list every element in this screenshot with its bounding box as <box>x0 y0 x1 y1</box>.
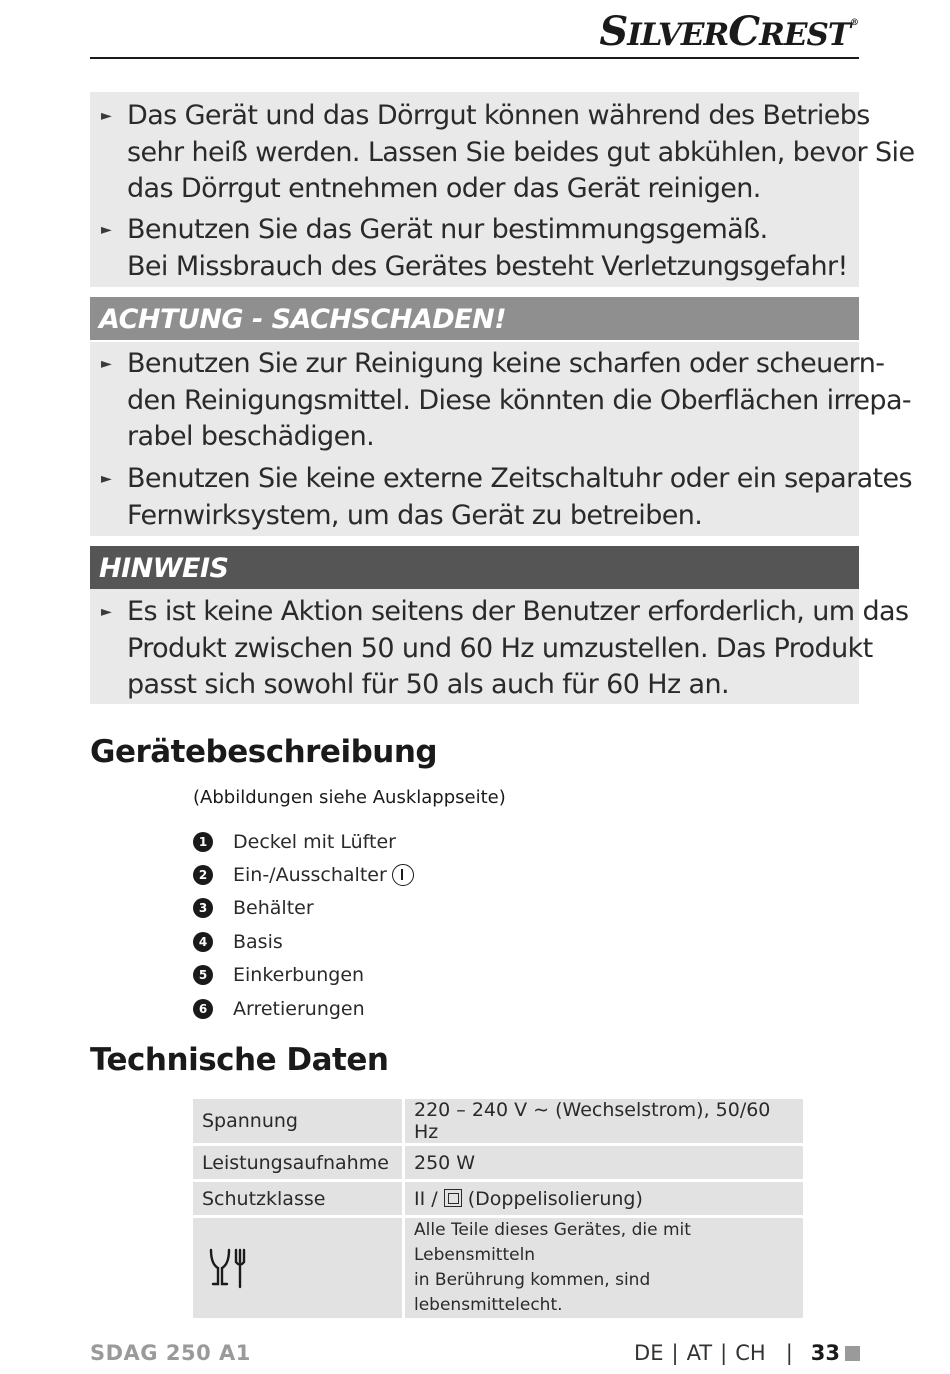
note-heading: HINWEIS <box>90 546 859 589</box>
section-title-description: Gerätebeschreibung <box>90 734 438 770</box>
bullet-item: ► Benutzen Sie keine externe Zeitschaltuhr oder ein separates Fernwirksystem, um das Gerät zu betreiben. <box>101 463 912 531</box>
bullet-item: ► Benutzen Sie das Gerät nur bestimmungsgemäß. Bei Missbrauch des Gerätes besteht Verletzungsgefahr! <box>101 214 848 282</box>
number-badge: 6 <box>193 999 213 1019</box>
section-title-specs: Technische Daten <box>90 1042 389 1078</box>
header-rule <box>90 57 859 59</box>
warning-heading: ACHTUNG - SACHSCHADEN! <box>90 297 859 340</box>
page-number: 33 <box>810 1341 840 1365</box>
bullet-item: ► Das Gerät und das Dörrgut können während des Betriebs sehr heiß werden. Lassen Sie beides gut abkühlen, bevor Sie das Dörrgut entnehmen oder das Gerät reinigen. <box>101 100 915 204</box>
table-row: Leistungsaufnahme 250 W <box>193 1146 803 1179</box>
list-item: 1 Deckel mit Lüfter <box>193 825 414 858</box>
model-number: SDAG 250 A1 <box>90 1341 251 1365</box>
bullet-item: ► Es ist keine Aktion seitens der Benutzer erforderlich, um das Produkt zwischen 50 und 60 Hz umzustellen. Das Produkt passt sich sowohl für 50 als auch für 60 Hz an. <box>101 596 909 700</box>
list-item: 3 Behälter <box>193 892 414 925</box>
list-item: 6 Arretierungen <box>193 992 414 1025</box>
number-badge: 3 <box>193 898 213 918</box>
table-row: Spannung 220 – 240 V ∼ (Wechselstrom), 50/60 Hz <box>193 1099 803 1143</box>
number-badge: 4 <box>193 932 213 952</box>
square-marker-icon <box>845 1346 860 1361</box>
specs-table <box>190 1096 806 1321</box>
footer-right: DE | AT | CH | 33 <box>634 1341 860 1365</box>
section-subtitle: (Abbildungen siehe Ausklappseite) <box>193 787 506 808</box>
power-symbol-icon <box>392 864 414 886</box>
number-badge: 5 <box>193 965 213 985</box>
number-badge: 2 <box>193 865 213 885</box>
double-insulation-icon <box>444 1189 462 1207</box>
number-badge: 1 <box>193 832 213 852</box>
brand-logo: SILVERCREST® <box>599 8 858 55</box>
food-safe-icon <box>206 1244 252 1292</box>
table-row: Alle Teile dieses Gerätes, die mit Lebensmitteln in Berührung kommen, sind lebensmittelecht. <box>193 1218 803 1318</box>
parts-list <box>193 825 414 1025</box>
bullet-item: ► Benutzen Sie zur Reinigung keine scharfen oder scheuern- den Reinigungsmittel. Diese könnten die Oberflächen irrepa- rabel beschädigen. <box>101 348 912 452</box>
list-item: 2 Ein-/Ausschalter <box>193 858 414 891</box>
list-item: 5 Einkerbungen <box>193 959 414 992</box>
table-row: Schutzklasse II / (Doppelisolierung) <box>193 1182 803 1215</box>
list-item: 4 Basis <box>193 925 414 958</box>
